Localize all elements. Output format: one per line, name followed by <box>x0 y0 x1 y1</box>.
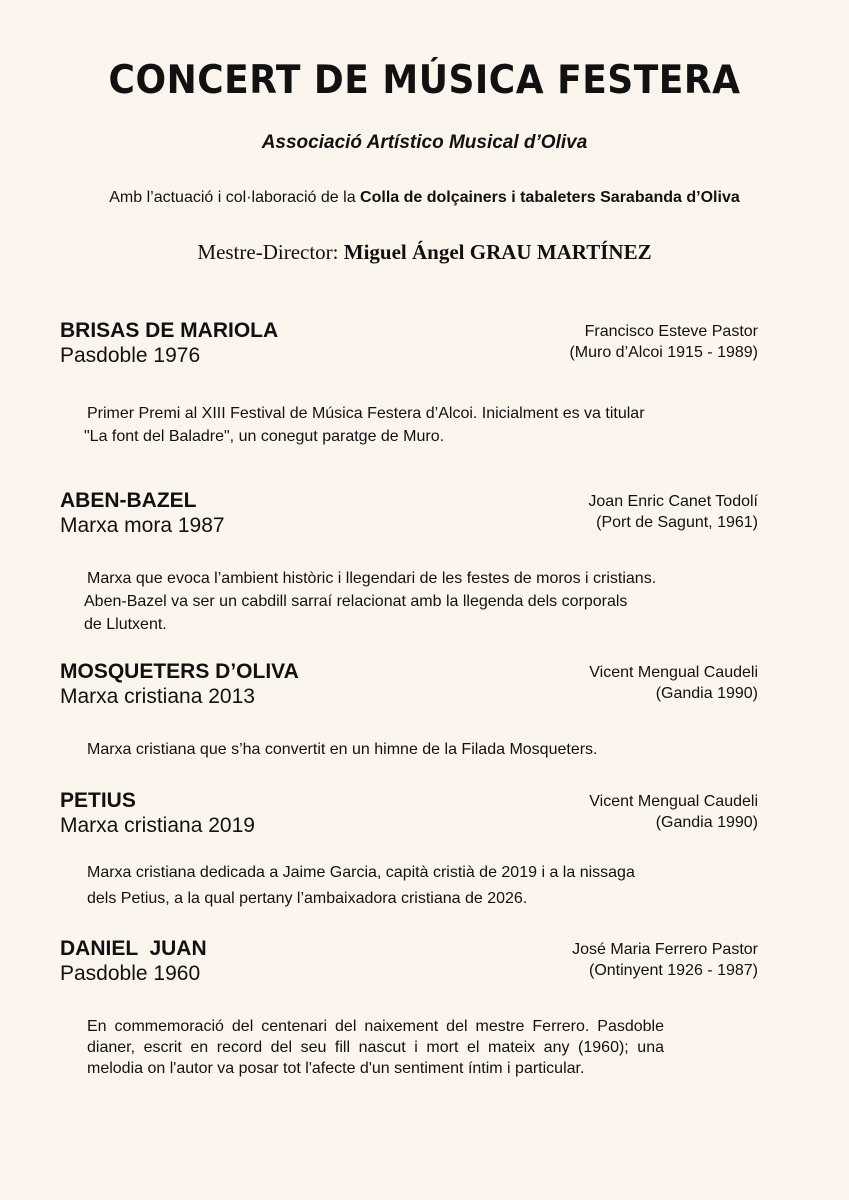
director-name: Miguel Ángel GRAU MARTÍNEZ <box>343 240 652 264</box>
piece-description <box>84 402 777 448</box>
collaborator-name: Colla de dolçainers i tabaleters Sarabanda d’Oliva <box>360 189 740 206</box>
composer-name: José Maria Ferrero Pastor <box>572 941 758 958</box>
piece-genre-year: Marxa mora 1987 <box>60 514 225 537</box>
composer-name: Joan Enric Canet Todolí <box>588 493 758 510</box>
piece-title: ABEN-BAZEL <box>60 489 197 512</box>
piece-description <box>87 860 777 912</box>
description-line: dels Petius, a la qual pertany l’ambaixadora cristiana de 2026. <box>87 890 528 907</box>
composer-info: (Muro d’Alcoi 1915 - 1989) <box>569 344 758 361</box>
director-line <box>0 240 849 265</box>
composer-name: Vicent Mengual Caudeli <box>589 793 758 810</box>
piece-genre-year: Pasdoble 1976 <box>60 344 201 367</box>
composer-block <box>589 662 758 704</box>
composer-block <box>589 791 758 833</box>
piece-description <box>87 738 777 761</box>
piece-description <box>87 1016 664 1079</box>
description-line: Aben-Bazel va ser un cabdill sarraí relacionat amb la llegenda dels corporals <box>84 593 628 610</box>
director-label: Mestre-Director: <box>197 240 344 264</box>
piece-title: PETIUS <box>60 789 136 812</box>
piece-title: MOSQUETERS D’OLIVA <box>60 660 299 683</box>
piece-genre-year: Marxa cristiana 2019 <box>60 814 255 837</box>
composer-block <box>572 939 758 981</box>
composer-block <box>588 491 758 533</box>
composer-name: Vicent Mengual Caudeli <box>589 664 758 681</box>
composer-info: (Port de Sagunt, 1961) <box>596 514 758 531</box>
collaboration-prefix: Amb l’actuació i col·laboració de la <box>109 189 361 206</box>
description-line: Primer Premi al XIII Festival de Música Festera d’Alcoi. Inicialment es va titular <box>87 405 645 422</box>
description-line: Marxa cristiana que s’ha convertit en un himne de la Filada Mosqueters. <box>87 741 598 758</box>
piece-genre-year: Marxa cristiana 2013 <box>60 685 255 708</box>
composer-info: (Gandia 1990) <box>655 814 758 831</box>
piece-title: DANIEL JUAN <box>60 937 207 960</box>
description-line: dianer, escrit en record del seu fill nascut i mort el mateix any (1960); una <box>87 1039 664 1056</box>
composer-info: (Ontinyent 1926 - 1987) <box>589 962 758 979</box>
composer-info: (Gandia 1990) <box>655 685 758 702</box>
collaboration-line <box>0 189 849 207</box>
organizer-name: Associació Artístico Musical d’Oliva <box>261 132 588 153</box>
piece-genre-year: Pasdoble 1960 <box>60 962 201 985</box>
description-line: melodia on l'autor va posar tot l'afecte d'un sentiment íntim i particular. <box>87 1060 585 1077</box>
composer-name: Francisco Esteve Pastor <box>584 323 758 340</box>
description-line: Marxa que evoca l’ambient històric i llegendari de les festes de moros i cristians. <box>87 570 657 587</box>
description-line: Marxa cristiana dedicada a Jaime Garcia, capità cristià de 2019 i a la nissaga <box>87 864 635 881</box>
description-line: En commemoració del centenari del naixement del mestre Ferrero. Pasdoble <box>87 1018 664 1035</box>
piece-description <box>84 567 777 636</box>
composer-block <box>569 321 758 363</box>
piece-title: BRISAS DE MARIOLA <box>60 319 279 342</box>
description-line: de Llutxent. <box>84 616 167 633</box>
page-title: CONCERT DE MÚSICA FESTERA <box>108 58 741 103</box>
description-line: "La font del Baladre", un conegut paratge de Muro. <box>84 428 445 445</box>
